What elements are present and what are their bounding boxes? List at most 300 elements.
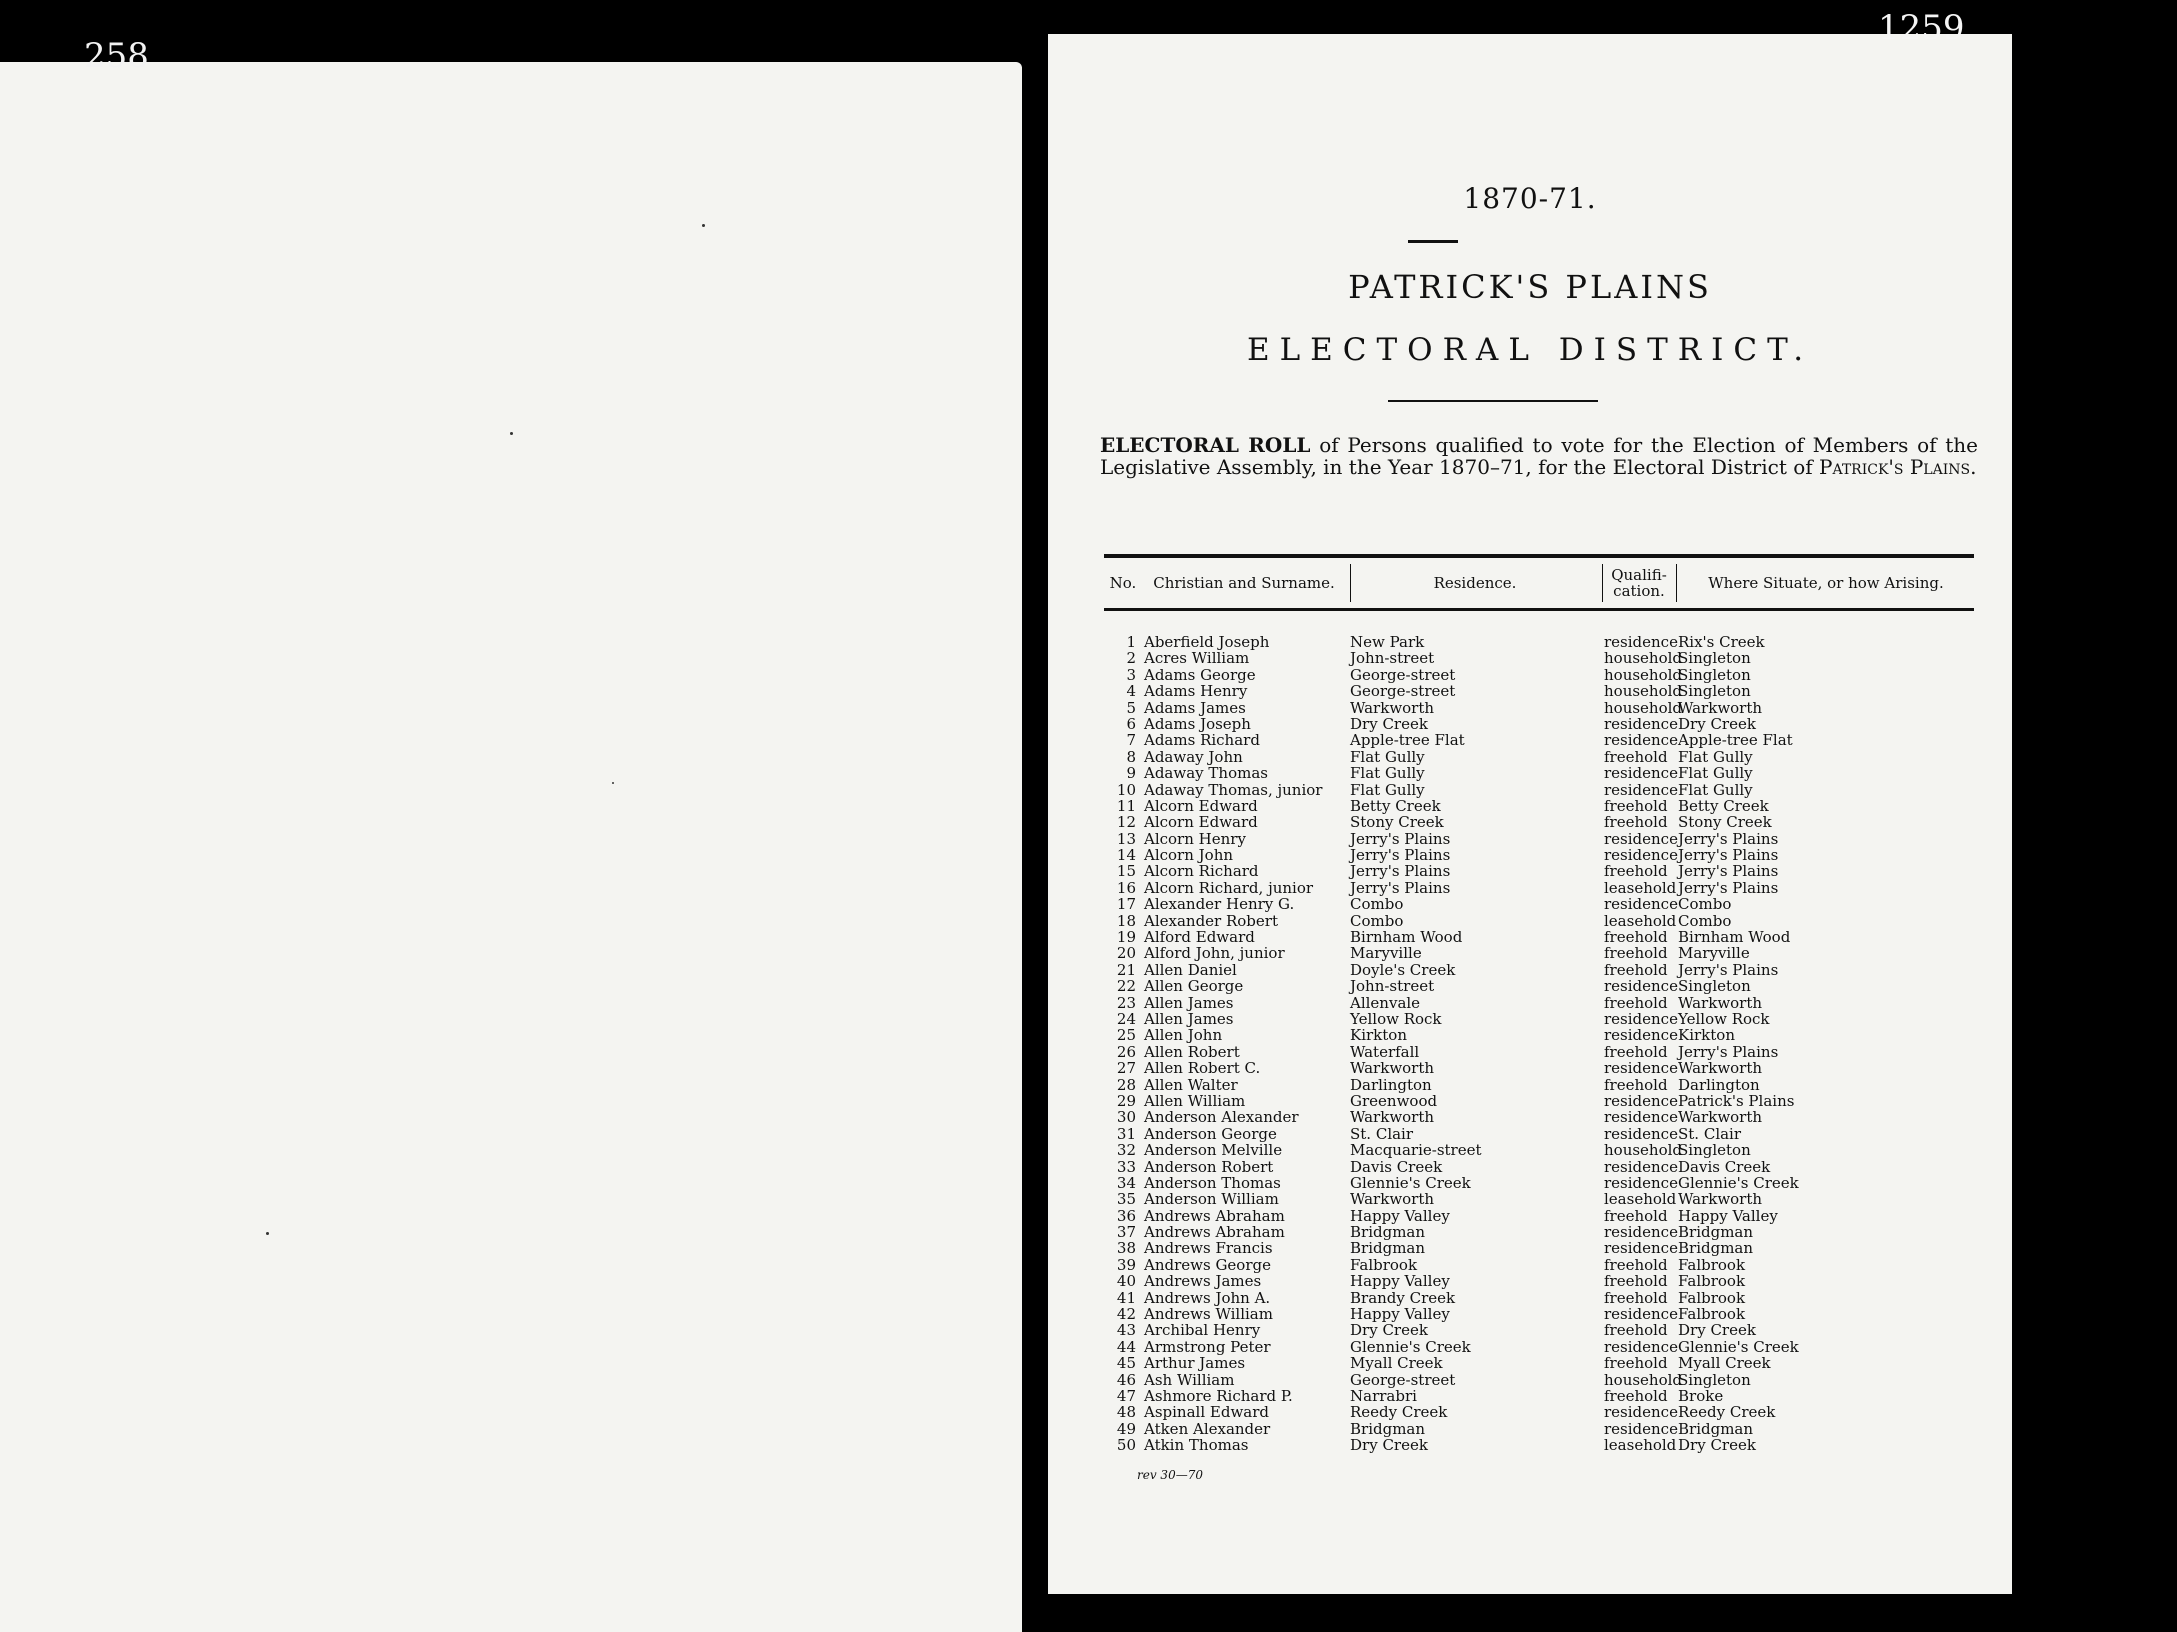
row-number: 24: [1116, 1009, 1136, 1028]
table-row: [1104, 765, 1974, 781]
voter-where: Falbrook: [1678, 1288, 1746, 1307]
roll-heading-text: of Persons qualified to vote for the Election of Members of the Legislative Assembly, in the Year 1870–71, for the Electoral District of: [1100, 433, 1979, 479]
voter-where: Combo: [1678, 895, 1732, 914]
voter-where: Flat Gully: [1678, 747, 1753, 766]
table-row: [1104, 945, 1974, 961]
voter-qualification: leasehold: [1604, 1436, 1677, 1455]
voter-qualification: residence: [1604, 1337, 1678, 1356]
voter-name: Acres William: [1144, 649, 1250, 668]
voter-where: Singleton: [1678, 977, 1751, 996]
voter-residence: Happy Valley: [1350, 1272, 1450, 1291]
col-header-where: Where Situate, or how Arising.: [1708, 574, 1944, 592]
table-row: [1104, 1011, 1974, 1027]
voter-qualification: freehold: [1604, 862, 1668, 881]
voter-name: Alexander Henry G.: [1144, 895, 1295, 914]
col-header-qualification: Qualifi-cation.: [1611, 566, 1667, 600]
table-row: [1104, 863, 1974, 879]
table-row: [1104, 1093, 1974, 1109]
voter-residence: Maryville: [1350, 944, 1422, 963]
speck: [510, 432, 513, 435]
voter-where: Falbrook: [1678, 1305, 1746, 1324]
voter-residence: Flat Gully: [1350, 780, 1425, 799]
voter-qualification: freehold: [1604, 796, 1668, 815]
row-number: 23: [1116, 993, 1136, 1012]
row-number: 10: [1116, 780, 1136, 799]
voter-name: Anderson Melville: [1144, 1141, 1283, 1160]
voter-where: Jerry's Plains: [1678, 878, 1779, 897]
voter-where: Singleton: [1678, 682, 1751, 701]
table-row: [1104, 782, 1974, 798]
voter-where: Betty Creek: [1678, 796, 1769, 815]
row-number: 5: [1126, 698, 1136, 717]
roll-heading-lead: ELECTORAL ROLL: [1100, 433, 1311, 457]
voter-qualification: freehold: [1604, 928, 1668, 947]
voter-qualification: household: [1604, 665, 1683, 684]
voter-where: Singleton: [1678, 1141, 1751, 1160]
voter-residence: Glennie's Creek: [1350, 1173, 1471, 1192]
row-number: 34: [1116, 1173, 1136, 1192]
table-row: [1104, 978, 1974, 994]
table-row: [1104, 1077, 1974, 1093]
voter-residence: Warkworth: [1350, 1059, 1435, 1078]
row-number: 17: [1116, 895, 1136, 914]
voter-qualification: freehold: [1604, 1206, 1668, 1225]
voter-residence: Waterfall: [1350, 1042, 1420, 1061]
voter-residence: Dry Creek: [1350, 1436, 1428, 1455]
voter-where: Jerry's Plains: [1678, 846, 1779, 865]
table-row: [1104, 880, 1974, 896]
voter-name: Armstrong Peter: [1144, 1337, 1271, 1356]
voter-name: Allen John: [1144, 1026, 1223, 1045]
table-row: [1104, 1339, 1974, 1355]
voter-where: Dry Creek: [1678, 1436, 1756, 1455]
roll-heading: [1100, 434, 1978, 478]
voter-residence: Narrabri: [1350, 1386, 1417, 1405]
voter-name: Adams Joseph: [1144, 714, 1251, 733]
voter-residence: Warkworth: [1350, 698, 1435, 717]
voter-residence: George-street: [1350, 665, 1456, 684]
right-page-number: 1259: [1878, 8, 1965, 48]
row-number: 18: [1116, 911, 1136, 930]
voter-qualification: household: [1604, 698, 1683, 717]
voter-residence: New Park: [1350, 633, 1425, 651]
voter-where: Birnham Wood: [1678, 928, 1791, 947]
table-row: [1104, 1191, 1974, 1207]
table-row: [1104, 1027, 1974, 1043]
voter-where: Darlington: [1678, 1075, 1760, 1094]
table-row: [1104, 1044, 1974, 1060]
table-row: [1104, 1126, 1974, 1142]
voter-where: Singleton: [1678, 665, 1751, 684]
voter-where: Flat Gully: [1678, 764, 1753, 783]
voter-name: Ash William: [1144, 1370, 1235, 1389]
row-number: 16: [1116, 878, 1136, 897]
voter-where: Warkworth: [1678, 1108, 1763, 1127]
voter-qualification: residence: [1604, 1239, 1678, 1258]
table-row: [1104, 1372, 1974, 1388]
voter-where: Bridgman: [1678, 1223, 1754, 1242]
row-number: 32: [1116, 1141, 1136, 1160]
row-number: 7: [1126, 731, 1136, 750]
speck: [266, 1232, 269, 1235]
voter-where: Reedy Creek: [1678, 1403, 1776, 1422]
voter-name: Ashmore Richard P.: [1144, 1386, 1293, 1405]
col-divider: [1676, 564, 1677, 602]
voter-name: Alford Edward: [1144, 928, 1255, 947]
roll-rows: [1104, 634, 1974, 1454]
col-header-no: No.: [1109, 574, 1137, 592]
row-number: 13: [1116, 829, 1136, 848]
voter-where: Singleton: [1678, 649, 1751, 668]
voter-name: Allen William: [1144, 1091, 1246, 1110]
voter-where: Happy Valley: [1678, 1206, 1778, 1225]
left-page: [0, 62, 1022, 1632]
voter-where: Jerry's Plains: [1678, 960, 1779, 979]
voter-where: Dry Creek: [1678, 1321, 1756, 1340]
voter-residence: Davis Creek: [1350, 1157, 1443, 1176]
voter-qualification: residence: [1604, 977, 1678, 996]
voter-name: Anderson Robert: [1144, 1157, 1274, 1176]
voter-where: Bridgman: [1678, 1239, 1754, 1258]
voter-name: Atkin Thomas: [1144, 1436, 1249, 1455]
voter-residence: Dry Creek: [1350, 714, 1428, 733]
voter-name: Aspinall Edward: [1144, 1403, 1270, 1422]
voter-residence: Falbrook: [1350, 1255, 1418, 1274]
voter-residence: Flat Gully: [1350, 764, 1425, 783]
roll-year: 1870-71.: [1463, 182, 1597, 215]
voter-residence: Macquarie-street: [1350, 1141, 1482, 1160]
voter-residence: Birnham Wood: [1350, 928, 1463, 947]
voter-qualification: freehold: [1604, 813, 1668, 832]
voter-qualification: freehold: [1604, 993, 1668, 1012]
voter-qualification: residence: [1604, 1091, 1678, 1110]
row-number: 39: [1116, 1255, 1136, 1274]
voter-where: Patrick's Plains: [1678, 1091, 1795, 1110]
voter-residence: St. Clair: [1350, 1124, 1414, 1143]
voter-residence: Reedy Creek: [1350, 1403, 1448, 1422]
voter-name: Adams Henry: [1144, 682, 1248, 701]
voter-qualification: residence: [1604, 731, 1678, 750]
voter-qualification: leasehold: [1604, 1190, 1677, 1209]
row-number: 45: [1116, 1354, 1136, 1373]
voter-qualification: household: [1604, 1370, 1683, 1389]
row-number: 37: [1116, 1223, 1136, 1242]
voter-residence: Jerry's Plains: [1350, 862, 1451, 881]
voter-where: Flat Gully: [1678, 780, 1753, 799]
table-row: [1104, 1208, 1974, 1224]
row-number: 49: [1116, 1419, 1136, 1438]
voter-name: Adams James: [1144, 698, 1246, 717]
table-row: [1104, 1322, 1974, 1338]
voter-name: Andrews Abraham: [1144, 1223, 1285, 1242]
voter-residence: George-street: [1350, 682, 1456, 701]
voter-where: Myall Creek: [1678, 1354, 1771, 1373]
voter-qualification: leasehold: [1604, 878, 1677, 897]
voter-name: Arthur James: [1144, 1354, 1246, 1373]
voter-where: Glennie's Creek: [1678, 1337, 1799, 1356]
voter-where: Warkworth: [1678, 993, 1763, 1012]
voter-name: Anderson William: [1144, 1190, 1279, 1209]
voter-residence: Greenwood: [1350, 1091, 1438, 1110]
voter-where: Yellow Rock: [1678, 1009, 1770, 1028]
table-header: [1104, 554, 1974, 611]
voter-residence: Combo: [1350, 895, 1404, 914]
row-number: 12: [1116, 813, 1136, 832]
col-divider: [1602, 564, 1603, 602]
row-number: 26: [1116, 1042, 1136, 1061]
short-rule: [1408, 240, 1458, 243]
voter-qualification: residence: [1604, 1108, 1678, 1127]
voter-where: Warkworth: [1678, 1190, 1763, 1209]
row-number: 27: [1116, 1059, 1136, 1078]
voter-name: Andrews George: [1144, 1255, 1271, 1274]
table-row: [1104, 995, 1974, 1011]
voter-name: Andrews John A.: [1144, 1288, 1271, 1307]
row-number: 41: [1116, 1288, 1136, 1307]
voter-qualification: freehold: [1604, 1288, 1668, 1307]
table-row: [1104, 650, 1974, 666]
voter-qualification: freehold: [1604, 1386, 1668, 1405]
table-row: [1104, 1290, 1974, 1306]
table-row: [1104, 1060, 1974, 1076]
voter-qualification: residence: [1604, 1419, 1678, 1438]
voter-residence: Bridgman: [1350, 1239, 1426, 1258]
voter-residence: Flat Gully: [1350, 747, 1425, 766]
row-number: 9: [1126, 764, 1136, 783]
voter-where: Warkworth: [1678, 1059, 1763, 1078]
roll-heading-district: Patrick's Plains.: [1819, 455, 1977, 479]
table-row: [1104, 1273, 1974, 1289]
table-row: [1104, 1437, 1974, 1453]
right-page: [1048, 34, 2012, 1594]
voter-residence: Brandy Creek: [1350, 1288, 1456, 1307]
voter-qualification: household: [1604, 682, 1683, 701]
voter-where: Kirkton: [1678, 1026, 1735, 1045]
voter-qualification: freehold: [1604, 944, 1668, 963]
voter-where: Combo: [1678, 911, 1732, 930]
voter-name: Adams Richard: [1144, 731, 1260, 750]
voter-name: Anderson George: [1144, 1124, 1277, 1143]
table-row: [1104, 814, 1974, 830]
voter-where: Jerry's Plains: [1678, 862, 1779, 881]
voter-qualification: residence: [1604, 829, 1678, 848]
table-row: [1104, 831, 1974, 847]
table-row: [1104, 634, 1974, 650]
voter-residence: George-street: [1350, 1370, 1456, 1389]
voter-residence: John-street: [1350, 649, 1435, 668]
voter-where: Singleton: [1678, 1370, 1751, 1389]
voter-qualification: freehold: [1604, 1042, 1668, 1061]
voter-name: Alcorn John: [1144, 846, 1234, 865]
voter-name: Allen Walter: [1144, 1075, 1238, 1094]
voter-qualification: freehold: [1604, 1255, 1668, 1274]
voter-name: Alcorn Richard: [1144, 862, 1259, 881]
row-number: 30: [1116, 1108, 1136, 1127]
row-number: 46: [1116, 1370, 1136, 1389]
voter-where: Apple-tree Flat: [1678, 731, 1793, 750]
voter-residence: Happy Valley: [1350, 1305, 1450, 1324]
voter-where: Bridgman: [1678, 1419, 1754, 1438]
table-row: [1104, 683, 1974, 699]
voter-qualification: household: [1604, 1141, 1683, 1160]
voter-where: Maryville: [1678, 944, 1750, 963]
table-row: [1104, 667, 1974, 683]
voter-residence: Warkworth: [1350, 1190, 1435, 1209]
voter-qualification: residence: [1604, 1026, 1678, 1045]
row-number: 25: [1116, 1026, 1136, 1045]
voter-name: Alcorn Henry: [1144, 829, 1246, 848]
voter-name: Allen James: [1144, 1009, 1234, 1028]
voter-where: Broke: [1678, 1386, 1724, 1405]
voter-qualification: residence: [1604, 764, 1678, 783]
speck: [612, 782, 614, 784]
voter-qualification: residence: [1604, 1059, 1678, 1078]
table-row: [1104, 1355, 1974, 1371]
row-number: 3: [1126, 665, 1136, 684]
voter-residence: Jerry's Plains: [1350, 846, 1451, 865]
voter-qualification: freehold: [1604, 747, 1668, 766]
table-row: [1104, 700, 1974, 716]
voter-qualification: residence: [1604, 780, 1678, 799]
table-row: [1104, 962, 1974, 978]
voter-residence: Myall Creek: [1350, 1354, 1443, 1373]
voter-residence: Glennie's Creek: [1350, 1337, 1471, 1356]
voter-qualification: household: [1604, 649, 1683, 668]
row-number: 4: [1126, 682, 1136, 701]
voter-name: Alcorn Richard, junior: [1144, 878, 1314, 897]
voter-residence: Kirkton: [1350, 1026, 1407, 1045]
table-row: [1104, 929, 1974, 945]
voter-name: Adaway John: [1144, 747, 1243, 766]
row-number: 14: [1116, 846, 1136, 865]
voter-residence: Apple-tree Flat: [1350, 731, 1465, 750]
row-number: 33: [1116, 1157, 1136, 1176]
row-number: 31: [1116, 1124, 1136, 1143]
row-number: 44: [1116, 1337, 1136, 1356]
row-number: 47: [1116, 1386, 1136, 1405]
row-number: 35: [1116, 1190, 1136, 1209]
voter-qualification: residence: [1604, 895, 1678, 914]
row-number: 48: [1116, 1403, 1136, 1422]
voter-where: Falbrook: [1678, 1255, 1746, 1274]
table-row: [1104, 1306, 1974, 1322]
row-number: 40: [1116, 1272, 1136, 1291]
voter-residence: Darlington: [1350, 1075, 1432, 1094]
table-row: [1104, 749, 1974, 765]
voter-name: Adams George: [1144, 665, 1256, 684]
voter-name: Allen Robert: [1144, 1042, 1240, 1061]
row-number: 19: [1116, 928, 1136, 947]
row-number: 2: [1126, 649, 1136, 668]
voter-qualification: residence: [1604, 633, 1678, 651]
table-row: [1104, 1175, 1974, 1191]
voter-qualification: leasehold: [1604, 911, 1677, 930]
table-row: [1104, 1109, 1974, 1125]
table-row: [1104, 716, 1974, 732]
table-row: [1104, 1257, 1974, 1273]
voter-name: Aberfield Joseph: [1144, 633, 1270, 651]
voter-residence: Stony Creek: [1350, 813, 1444, 832]
voter-name: Allen Daniel: [1144, 960, 1237, 979]
row-number: 15: [1116, 862, 1136, 881]
voter-residence: Doyle's Creek: [1350, 960, 1456, 979]
voter-name: Atken Alexander: [1144, 1419, 1271, 1438]
voter-qualification: freehold: [1604, 1075, 1668, 1094]
voter-name: Andrews Francis: [1144, 1239, 1273, 1258]
table-row: [1104, 1240, 1974, 1256]
voter-name: Adaway Thomas: [1144, 764, 1268, 783]
row-number: 20: [1116, 944, 1136, 963]
voter-qualification: residence: [1604, 1223, 1678, 1242]
voter-name: Allen Robert C.: [1144, 1059, 1261, 1078]
col-header-name: Christian and Surname.: [1153, 574, 1335, 592]
table-row: [1104, 732, 1974, 748]
voter-qualification: residence: [1604, 714, 1678, 733]
voter-name: Alcorn Edward: [1144, 796, 1258, 815]
voter-residence: Dry Creek: [1350, 1321, 1428, 1340]
voter-where: Glennie's Creek: [1678, 1173, 1799, 1192]
row-number: 1: [1126, 633, 1136, 651]
voter-residence: Jerry's Plains: [1350, 878, 1451, 897]
voter-name: Allen George: [1144, 977, 1244, 996]
voter-residence: Warkworth: [1350, 1108, 1435, 1127]
voter-residence: Betty Creek: [1350, 796, 1441, 815]
voter-name: Andrews William: [1144, 1305, 1273, 1324]
voter-qualification: residence: [1604, 1173, 1678, 1192]
voter-where: Falbrook: [1678, 1272, 1746, 1291]
voter-residence: Bridgman: [1350, 1223, 1426, 1242]
voter-name: Alford John, junior: [1144, 944, 1285, 963]
voter-name: Archibal Henry: [1144, 1321, 1261, 1340]
row-number: 50: [1116, 1436, 1136, 1455]
voter-name: Alcorn Edward: [1144, 813, 1258, 832]
row-number: 6: [1126, 714, 1136, 733]
table-row: [1104, 1421, 1974, 1437]
row-number: 29: [1116, 1091, 1136, 1110]
voter-qualification: residence: [1604, 1403, 1678, 1422]
row-number: 36: [1116, 1206, 1136, 1225]
voter-where: Warkworth: [1678, 698, 1763, 717]
voter-qualification: freehold: [1604, 960, 1668, 979]
voter-residence: Bridgman: [1350, 1419, 1426, 1438]
district-subtitle: ELECTORAL DISTRICT.: [1246, 332, 1814, 368]
table-row: [1104, 1404, 1974, 1420]
voter-name: Andrews James: [1144, 1272, 1262, 1291]
voter-where: Jerry's Plains: [1678, 829, 1779, 848]
voter-qualification: residence: [1604, 846, 1678, 865]
table-row: [1104, 798, 1974, 814]
row-number: 42: [1116, 1305, 1136, 1324]
voter-name: Adaway Thomas, junior: [1144, 780, 1323, 799]
district-title: PATRICK'S PLAINS: [1348, 268, 1712, 306]
voter-where: Dry Creek: [1678, 714, 1756, 733]
row-number: 11: [1116, 796, 1136, 815]
row-number: 43: [1116, 1321, 1136, 1340]
voter-qualification: residence: [1604, 1124, 1678, 1143]
voter-qualification: freehold: [1604, 1321, 1668, 1340]
voter-residence: Yellow Rock: [1350, 1009, 1442, 1028]
table-row: [1104, 1224, 1974, 1240]
row-number: 38: [1116, 1239, 1136, 1258]
voter-residence: Combo: [1350, 911, 1404, 930]
speck: [702, 224, 705, 227]
printer-mark: rev 30—70: [1137, 1468, 1203, 1482]
row-number: 28: [1116, 1075, 1136, 1094]
voter-where: Stony Creek: [1678, 813, 1772, 832]
voter-where: Jerry's Plains: [1678, 1042, 1779, 1061]
table-row: [1104, 1142, 1974, 1158]
table-row: [1104, 896, 1974, 912]
